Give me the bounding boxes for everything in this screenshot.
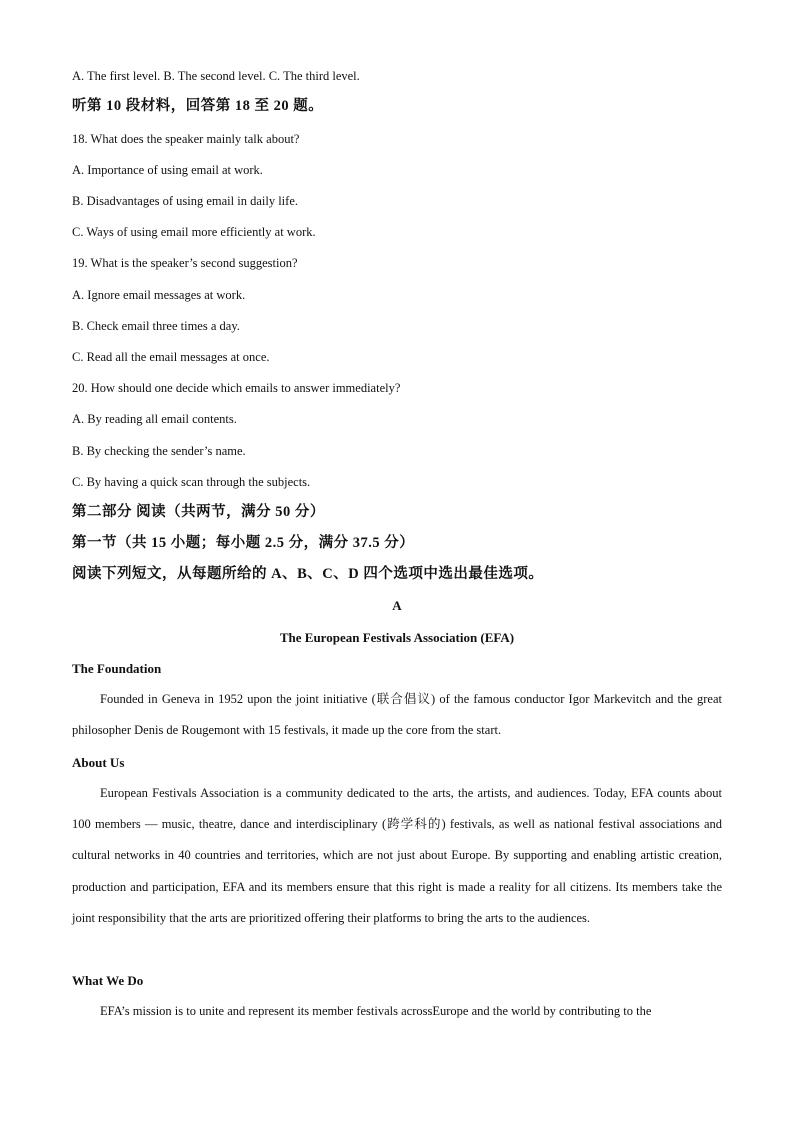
q19-question: 19. What is the speaker’s second suggestion? (72, 256, 298, 270)
passage-title: The European Festivals Association (EFA) (279, 630, 515, 645)
part2-title: 第二部分 阅读（共两节，满分 50 分） (72, 504, 325, 520)
section1-title: 第一节（共 15 小题；每小题 2.5 分，满分 37.5 分） (72, 535, 415, 551)
q18-option-a: A. Importance of using email at work. (72, 163, 263, 177)
q20-question: 20. How should one decide which emails to answer immediately? (72, 381, 401, 395)
about-heading: About Us (72, 755, 125, 770)
whatwedo-paragraph: EFA’s mission is to unite and represent its member festivals acrossEurope and the world by contributing to the (100, 1004, 652, 1018)
foundation-heading: The Foundation (72, 661, 162, 676)
about-paragraph: European Festivals Association is a community dedicated to the arts, the artists, and audiences. Today, EFA counts about 100 members — music, theatre, dance and interdisciplinary (跨学科的) festivals, as well as national festival associations and cultural networks in 40 countries and territories, which are not just about Europe. By supporting and enabling artistic creation, production and participation, EFA and its members ensure that this right is made a reality for all citizens. Its members take the joint responsibility that the arts are prioritized offering their platforms to bring the arts to the audiences. (72, 786, 722, 925)
q19-option-b: B. Check email three times a day. (72, 319, 240, 333)
q17-options: A. The first level. B. The second level. C. The third level. (72, 69, 360, 83)
q18-option-c: C. Ways of using email more efficiently at work. (72, 225, 316, 239)
q20-option-c: C. By having a quick scan through the subjects. (72, 475, 311, 489)
q18-option-b: B. Disadvantages of using email in daily life. (72, 194, 298, 208)
q19-option-c: C. Read all the email messages at once. (72, 350, 270, 364)
q18-question: 18. What does the speaker mainly talk about? (72, 132, 300, 146)
whatwedo-heading: What We Do (72, 973, 144, 988)
section-10-instruction: 听第 10 段材料，回答第 18 至 20 题。 (72, 98, 324, 114)
foundation-paragraph: Founded in Geneva in 1952 upon the joint initiative (联合倡议) of the famous conductor Igor Markevitch and the great philosopher Denis de Rougemont with 15 festivals, it made up the core from the start. (72, 692, 722, 738)
passage-label: A (392, 598, 402, 613)
q20-option-b: B. By checking the sender’s name. (72, 444, 246, 458)
q19-option-a: A. Ignore email messages at work. (72, 288, 246, 302)
q20-option-a: A. By reading all email contents. (72, 412, 237, 426)
reading-instruction: 阅读下列短文，从每题所给的 A、B、C、D 四个选项中选出最佳选项。 (72, 566, 544, 582)
